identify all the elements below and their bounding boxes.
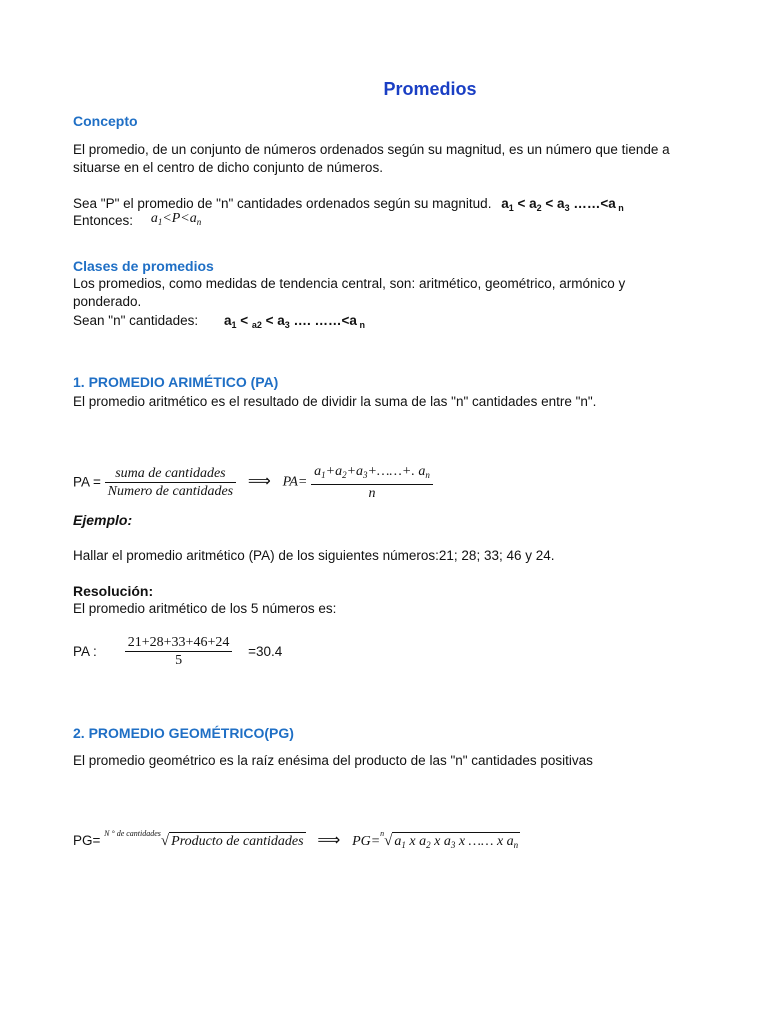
ordered-sequence: $a_1 < a_2 < a_3$ ……<a $_n$ (501, 196, 624, 213)
pg-formula-label: PG= (73, 833, 101, 848)
section-heading-pg: 2. PROMEDIO GEOMÉTRICO(PG) (73, 725, 294, 741)
pg-formula (73, 825, 520, 854)
pg-radical-index: N ° de cantidades (104, 829, 161, 838)
pg-formula2-radical (380, 825, 520, 854)
sean-sequence: $a_1 < _{a2} < a_3$ …. ……<a $_n$ (223, 313, 365, 330)
pa-formula2-numerator: $a_1+a_2+a_3+\dots\dots+$. $a_n$ (311, 463, 433, 485)
pa-formula-label: PA = (73, 474, 101, 490)
pa-calc-result: =30.4 (248, 643, 283, 659)
page-title: Promedios (383, 79, 477, 99)
pa-formula (73, 463, 433, 502)
concepto-paragraph-line-2: situarse en el centro de dicho conjunto de números. (73, 160, 383, 175)
pa-calc-denominator: 5 (175, 653, 183, 668)
pg-description: El promedio geométrico es la raíz enésima del producto de las "n" cantidades positivas (73, 753, 593, 768)
pa-calc-fraction (125, 634, 233, 669)
pg-formula2-index: n (380, 829, 385, 838)
ejemplo-text: Hallar el promedio aritmético (PA) de los siguientes números:21; 28; 33; 46 y 24. (73, 548, 555, 563)
inequality-formula: $a_1<P<a_n$ (150, 211, 202, 227)
section-heading-clases: Clases de promedios (73, 258, 214, 274)
implies-arrow-icon: ⟹ (247, 473, 271, 491)
section-heading-pa: 1. PROMEDIO ARIMÉTICO (PA) (73, 374, 279, 390)
pa-calc-label: PA : (73, 643, 97, 659)
clases-paragraph-line-1: Los promedios, como medidas de tendencia central, son: aritmético, geométrico, armónico y (73, 276, 626, 291)
pg-radical (104, 825, 305, 851)
ejemplo-heading: Ejemplo: (73, 512, 133, 528)
concepto-paragraph-line-1: El promedio, de un conjunto de números ordenados según su magnitud, es un número que tiende a (73, 142, 670, 157)
implies-arrow-icon: ⟹ (317, 832, 341, 849)
sean-line (73, 312, 365, 334)
section-heading-concepto: Concepto (73, 113, 138, 129)
entonces-line (73, 212, 201, 234)
resolucion-heading: Resolución: (73, 583, 154, 599)
sean-label: Sean "n" cantidades: (73, 313, 199, 328)
root-sign-icon: √ (384, 833, 393, 849)
pg-formula2-lhs: PG= (352, 834, 381, 849)
pa-formula2-lhs: PA= (282, 474, 308, 490)
pa-calculation (73, 634, 282, 669)
clases-paragraph-line-2: ponderado. (73, 294, 142, 309)
root-sign-icon: √ (160, 833, 170, 849)
pg-formula2-radicand: $a_1$ x $a_2$ x $a_3$ x …… x $a_n$ (394, 834, 519, 850)
pg-radicand: Producto de cantidades (171, 834, 304, 849)
pa-description: El promedio aritmético es el resultado de dividir la suma de las "n" cantidades entre "n". (73, 394, 597, 409)
resolucion-text: El promedio aritmético de los 5 números es: (73, 601, 337, 616)
pa-formula2-denominator: n (368, 486, 376, 501)
sea-text: Sea "P" el promedio de "n" cantidades ordenados según su magnitud. (73, 196, 492, 211)
pa-fraction (105, 465, 236, 500)
pa-fraction-denominator: Numero de cantidades (107, 484, 234, 499)
entonces-label: Entonces: (73, 213, 134, 228)
pa-formula2-fraction (311, 463, 433, 502)
pa-fraction-numerator: suma de cantidades (105, 465, 236, 483)
pa-calc-numerator: 21+28+33+46+24 (125, 634, 233, 652)
